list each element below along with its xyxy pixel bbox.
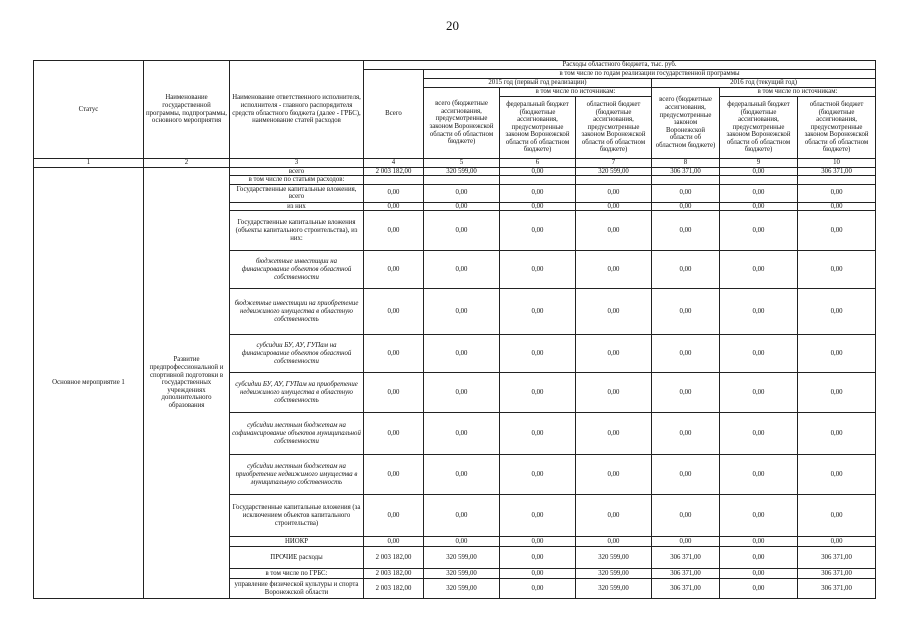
header-year-2015: 2015 год (первый год реализации) bbox=[424, 79, 652, 88]
value-cell: 0,00 bbox=[720, 547, 798, 569]
row-label: из них bbox=[230, 202, 364, 211]
value-cell: 0,00 bbox=[364, 495, 424, 537]
header-by-sources-2015: в том числе по источникам: bbox=[500, 88, 652, 97]
value-cell bbox=[720, 176, 798, 185]
value-cell: 0,00 bbox=[798, 184, 876, 202]
value-cell: 0,00 bbox=[424, 184, 500, 202]
value-cell: 0,00 bbox=[500, 335, 576, 373]
value-cell: 0,00 bbox=[720, 251, 798, 289]
value-cell: 0,00 bbox=[652, 184, 720, 202]
row-label: субсидии местным бюджетам на приобретение недвижимого имущества в муниципальную собственность bbox=[230, 455, 364, 495]
header-by-sources-2016: в том числе по источникам: bbox=[720, 88, 876, 97]
value-cell: 0,00 bbox=[364, 251, 424, 289]
value-cell: 0,00 bbox=[652, 335, 720, 373]
value-cell: 0,00 bbox=[798, 455, 876, 495]
value-cell: 0,00 bbox=[500, 167, 576, 176]
column-number: 8 bbox=[652, 159, 720, 168]
value-cell: 0,00 bbox=[576, 251, 652, 289]
value-cell: 0,00 bbox=[424, 373, 500, 413]
column-number: 10 bbox=[798, 159, 876, 168]
value-cell bbox=[652, 176, 720, 185]
header-executor: Наименование ответственного исполнителя, исполнителя - главного распорядителя средств областного бюджета (далее - ГРБС), наименование статей расходов bbox=[230, 61, 364, 159]
value-cell: 0,00 bbox=[500, 579, 576, 599]
header-col7-regional: областной бюджет (бюджетные ассигнования, предусмотренные законом Воронежской области об областном бюджете) bbox=[576, 97, 652, 159]
value-cell: 0,00 bbox=[720, 373, 798, 413]
value-cell: 306 371,00 bbox=[652, 167, 720, 176]
value-cell: 0,00 bbox=[652, 211, 720, 251]
value-cell: 0,00 bbox=[652, 373, 720, 413]
column-number: 7 bbox=[576, 159, 652, 168]
header-by-years: в том числе по годам реализации государственной программы bbox=[424, 70, 876, 79]
value-cell: 0,00 bbox=[652, 413, 720, 455]
value-cell: 0,00 bbox=[364, 373, 424, 413]
value-cell: 2 003 182,00 bbox=[364, 579, 424, 599]
program-cell: Развитие предпрофессиональной и спортивной подготовки в государственных учреждениях дополнительного образования bbox=[144, 167, 230, 599]
value-cell: 0,00 bbox=[720, 167, 798, 176]
value-cell: 0,00 bbox=[424, 211, 500, 251]
value-cell: 306 371,00 bbox=[798, 167, 876, 176]
column-number: 6 bbox=[500, 159, 576, 168]
value-cell bbox=[364, 176, 424, 185]
row-label: управление физической культуры и спорта Воронежской области bbox=[230, 579, 364, 599]
value-cell: 320 599,00 bbox=[424, 569, 500, 579]
value-cell bbox=[576, 176, 652, 185]
value-cell: 320 599,00 bbox=[576, 167, 652, 176]
value-cell: 320 599,00 bbox=[576, 579, 652, 599]
value-cell: 0,00 bbox=[364, 537, 424, 547]
value-cell: 0,00 bbox=[576, 537, 652, 547]
value-cell: 306 371,00 bbox=[798, 547, 876, 569]
row-label: ПРОЧИЕ расходы bbox=[230, 547, 364, 569]
value-cell: 306 371,00 bbox=[798, 579, 876, 599]
column-numbers-row bbox=[34, 159, 876, 168]
value-cell: 0,00 bbox=[500, 202, 576, 211]
value-cell: 306 371,00 bbox=[798, 569, 876, 579]
value-cell bbox=[424, 176, 500, 185]
value-cell: 0,00 bbox=[500, 184, 576, 202]
header-col6-federal: федеральный бюджет (бюджетные ассигнования, предусмотренные законом Воронежской области об областном бюджете) bbox=[500, 97, 576, 159]
row-label: Государственные капитальные вложения (за исключением объектов капитального строительства) bbox=[230, 495, 364, 537]
header-status: Статус bbox=[34, 61, 144, 159]
value-cell: 320 599,00 bbox=[424, 547, 500, 569]
value-cell: 0,00 bbox=[720, 579, 798, 599]
value-cell: 0,00 bbox=[576, 413, 652, 455]
row-label: в том числе по ГРБС: bbox=[230, 569, 364, 579]
value-cell: 0,00 bbox=[798, 413, 876, 455]
status-cell: Основное мероприятие 1 bbox=[34, 167, 144, 599]
page-number: 20 bbox=[446, 18, 459, 33]
header-total: Всего bbox=[364, 70, 424, 159]
column-number: 1 bbox=[34, 159, 144, 168]
header-year-2016: 2016 год (текущий год) bbox=[652, 79, 876, 88]
value-cell bbox=[500, 176, 576, 185]
value-cell: 0,00 bbox=[652, 455, 720, 495]
value-cell: 0,00 bbox=[576, 455, 652, 495]
value-cell: 0,00 bbox=[720, 202, 798, 211]
row-label: Государственные капитальные вложения, всего bbox=[230, 184, 364, 202]
value-cell: 0,00 bbox=[364, 184, 424, 202]
value-cell: 0,00 bbox=[364, 413, 424, 455]
value-cell: 0,00 bbox=[798, 537, 876, 547]
value-cell: 0,00 bbox=[798, 202, 876, 211]
value-cell: 0,00 bbox=[720, 495, 798, 537]
value-cell: 0,00 bbox=[576, 335, 652, 373]
value-cell: 0,00 bbox=[364, 335, 424, 373]
value-cell: 0,00 bbox=[500, 569, 576, 579]
header-program-name: Наименование государственной программы, подпрограммы, основного мероприятия bbox=[144, 61, 230, 159]
value-cell: 0,00 bbox=[424, 335, 500, 373]
value-cell: 0,00 bbox=[500, 289, 576, 335]
value-cell: 0,00 bbox=[576, 184, 652, 202]
value-cell: 0,00 bbox=[576, 495, 652, 537]
value-cell: 0,00 bbox=[500, 547, 576, 569]
row-label: Государственные капитальные вложения (объекты капитального строительства), из них: bbox=[230, 211, 364, 251]
value-cell: 0,00 bbox=[424, 537, 500, 547]
value-cell: 2 003 182,00 bbox=[364, 569, 424, 579]
value-cell: 0,00 bbox=[500, 413, 576, 455]
value-cell: 0,00 bbox=[798, 251, 876, 289]
value-cell: 2 003 182,00 bbox=[364, 167, 424, 176]
value-cell: 0,00 bbox=[652, 202, 720, 211]
value-cell: 0,00 bbox=[576, 211, 652, 251]
table-row bbox=[34, 167, 876, 176]
row-label: бюджетные инвестиции на приобретение недвижимого имущества в областную собственность bbox=[230, 289, 364, 335]
value-cell: 0,00 bbox=[424, 455, 500, 495]
value-cell: 0,00 bbox=[652, 537, 720, 547]
row-label: в том числе по статьям расходов: bbox=[230, 176, 364, 185]
column-number: 9 bbox=[720, 159, 798, 168]
value-cell: 0,00 bbox=[798, 373, 876, 413]
value-cell: 0,00 bbox=[576, 202, 652, 211]
header-col10-regional: областной бюджет (бюджетные ассигнования, предусмотренные законом Воронежской области об областном бюджете) bbox=[798, 97, 876, 159]
value-cell: 0,00 bbox=[720, 413, 798, 455]
value-cell: 320 599,00 bbox=[576, 547, 652, 569]
budget-table bbox=[33, 60, 876, 599]
value-cell: 0,00 bbox=[720, 569, 798, 579]
header-col5-total: всего (бюджетные ассигнования, предусмотренные законом Воронежской области об областном бюджете) bbox=[424, 88, 500, 159]
value-cell: 0,00 bbox=[720, 537, 798, 547]
value-cell: 0,00 bbox=[424, 413, 500, 455]
value-cell: 0,00 bbox=[424, 202, 500, 211]
value-cell: 320 599,00 bbox=[424, 579, 500, 599]
value-cell: 0,00 bbox=[798, 211, 876, 251]
row-label: НИОКР bbox=[230, 537, 364, 547]
value-cell: 0,00 bbox=[720, 211, 798, 251]
header-col9-federal: федеральный бюджет (бюджетные ассигнования, предусмотренные законом Воронежской области об областном бюджете) bbox=[720, 97, 798, 159]
value-cell: 320 599,00 bbox=[424, 167, 500, 176]
value-cell: 0,00 bbox=[798, 495, 876, 537]
row-label: субсидии БУ, АУ, ГУПам на приобретение недвижимого имущества в областную собственность bbox=[230, 373, 364, 413]
value-cell: 320 599,00 bbox=[576, 569, 652, 579]
value-cell: 0,00 bbox=[652, 289, 720, 335]
value-cell: 0,00 bbox=[720, 184, 798, 202]
table-body bbox=[34, 167, 876, 599]
value-cell: 0,00 bbox=[720, 335, 798, 373]
row-label: всего bbox=[230, 167, 364, 176]
value-cell: 0,00 bbox=[424, 495, 500, 537]
header-col8-total: всего (бюджетные ассигнования, предусмотренные законом Воронежской области об областном бюджете) bbox=[652, 88, 720, 159]
value-cell: 0,00 bbox=[500, 455, 576, 495]
row-label: бюджетные инвестиции на финансирование объектов областной собственности bbox=[230, 251, 364, 289]
column-number: 4 bbox=[364, 159, 424, 168]
value-cell: 0,00 bbox=[576, 373, 652, 413]
value-cell: 0,00 bbox=[652, 251, 720, 289]
value-cell: 0,00 bbox=[424, 251, 500, 289]
column-number: 3 bbox=[230, 159, 364, 168]
value-cell: 0,00 bbox=[720, 455, 798, 495]
value-cell: 306 371,00 bbox=[652, 547, 720, 569]
value-cell: 0,00 bbox=[500, 211, 576, 251]
value-cell: 0,00 bbox=[424, 289, 500, 335]
value-cell: 0,00 bbox=[500, 251, 576, 289]
value-cell: 0,00 bbox=[500, 537, 576, 547]
value-cell: 0,00 bbox=[720, 289, 798, 335]
value-cell: 0,00 bbox=[364, 211, 424, 251]
value-cell: 0,00 bbox=[364, 289, 424, 335]
value-cell: 0,00 bbox=[500, 495, 576, 537]
row-label: субсидии местным бюджетам на софинансирование объектов муниципальной собственности bbox=[230, 413, 364, 455]
value-cell bbox=[798, 176, 876, 185]
value-cell: 306 371,00 bbox=[652, 579, 720, 599]
value-cell: 0,00 bbox=[500, 373, 576, 413]
value-cell: 0,00 bbox=[364, 455, 424, 495]
value-cell: 0,00 bbox=[798, 289, 876, 335]
header-expenses-title: Расходы областного бюджета, тыс. руб. bbox=[364, 61, 876, 70]
row-label: субсидии БУ, АУ, ГУПам на финансирование объектов областной собственности bbox=[230, 335, 364, 373]
value-cell: 0,00 bbox=[576, 289, 652, 335]
column-number: 5 bbox=[424, 159, 500, 168]
value-cell: 0,00 bbox=[652, 495, 720, 537]
value-cell: 0,00 bbox=[364, 202, 424, 211]
value-cell: 2 003 182,00 bbox=[364, 547, 424, 569]
column-number: 2 bbox=[144, 159, 230, 168]
value-cell: 0,00 bbox=[798, 335, 876, 373]
value-cell: 306 371,00 bbox=[652, 569, 720, 579]
